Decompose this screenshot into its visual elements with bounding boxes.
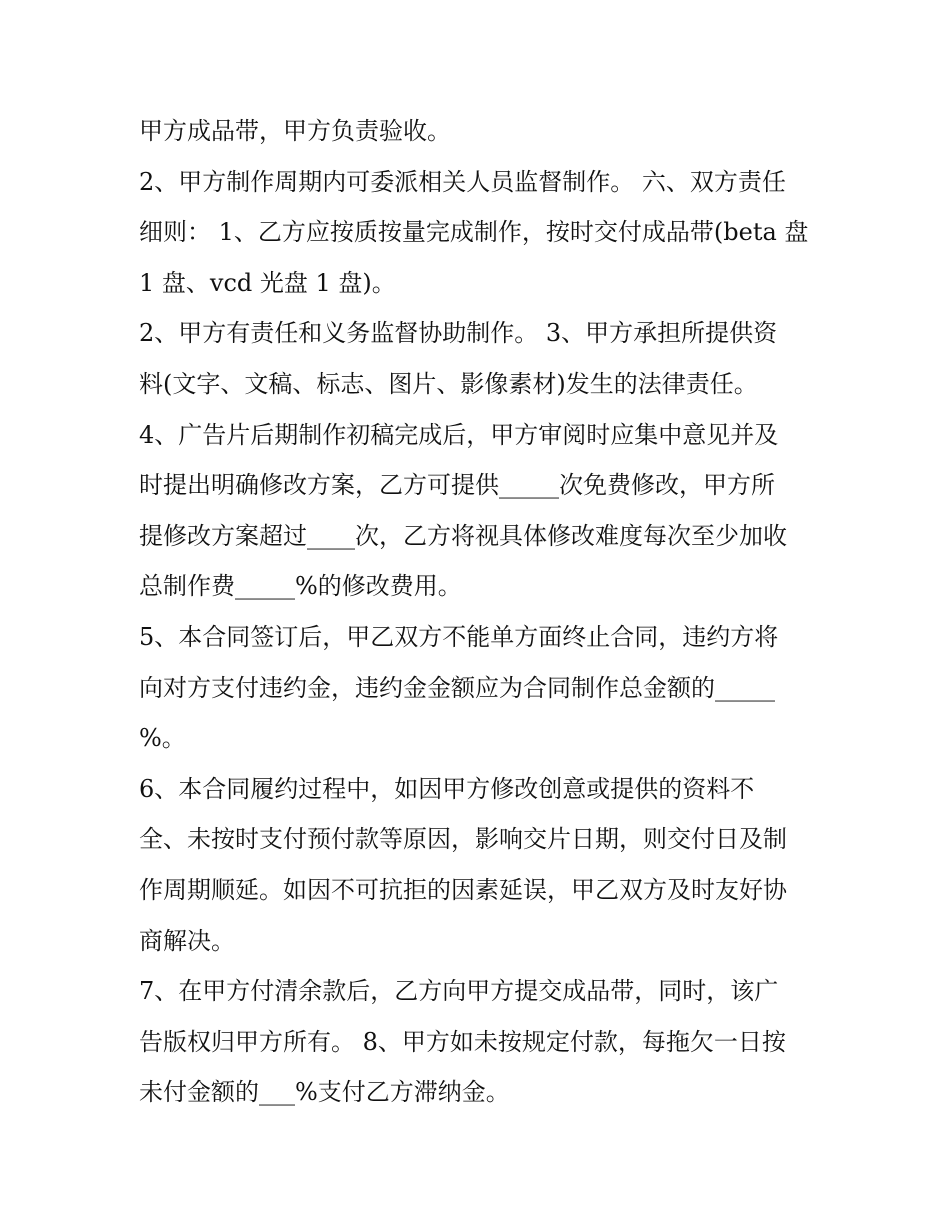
text-line: 1 盘、vcd 光盘 1 盘)。 (139, 268, 396, 297)
text-line: 商解决。 (139, 926, 235, 955)
document-body (139, 106, 814, 1118)
text-line: 料(文字、文稿、标志、图片、影像素材)发生的法律责任。 (139, 369, 758, 398)
text-line: 7、在甲方付清余款后，乙方向甲方提交成品带，同时，该广 (139, 977, 779, 1006)
text-line: 总制作费_____%的修改费用。 (139, 572, 462, 601)
text-line: 5、本合同签订后，甲乙双方不能单方面终止合同，违约方将 (139, 622, 779, 651)
text-line: 告版权归甲方所有。 8、甲方如未按规定付款，每拖欠一日按 (139, 1027, 786, 1056)
text-line: 2、甲方制作周期内可委派相关人员监督制作。 六、双方责任 (139, 167, 786, 196)
text-line: 时提出明确修改方案，乙方可提供_____次免费修改，甲方所 (139, 471, 775, 500)
text-line: %。 (139, 724, 186, 753)
text-line: 6、本合同履约过程中，如因甲方修改创意或提供的资料不 (139, 774, 755, 803)
text-line: 4、广告片后期制作初稿完成后，甲方审阅时应集中意见并及 (139, 420, 779, 449)
text-line: 未付金额的___%支付乙方滞纳金。 (139, 1078, 510, 1107)
text-line: 2、甲方有责任和义务监督协助制作。 3、甲方承担所提供资 (139, 319, 778, 348)
text-line: 全、未按时支付预付款等原因，影响交片日期，则交付日及制 (139, 825, 787, 854)
text-line: 甲方成品带，甲方负责验收。 (139, 117, 451, 145)
text-line: 提修改方案超过____次，乙方将视具体修改难度每次至少加收 (139, 521, 787, 550)
text-line: 作周期顺延。如因不可抗拒的因素延误，甲乙双方及时友好协 (139, 875, 787, 904)
text-line: 细则： 1、乙方应按质按量完成制作，按时交付成品带(beta 盘 (139, 218, 809, 247)
text-line: 向对方支付违约金，违约金金额应为合同制作总金额的_____ (139, 673, 775, 702)
